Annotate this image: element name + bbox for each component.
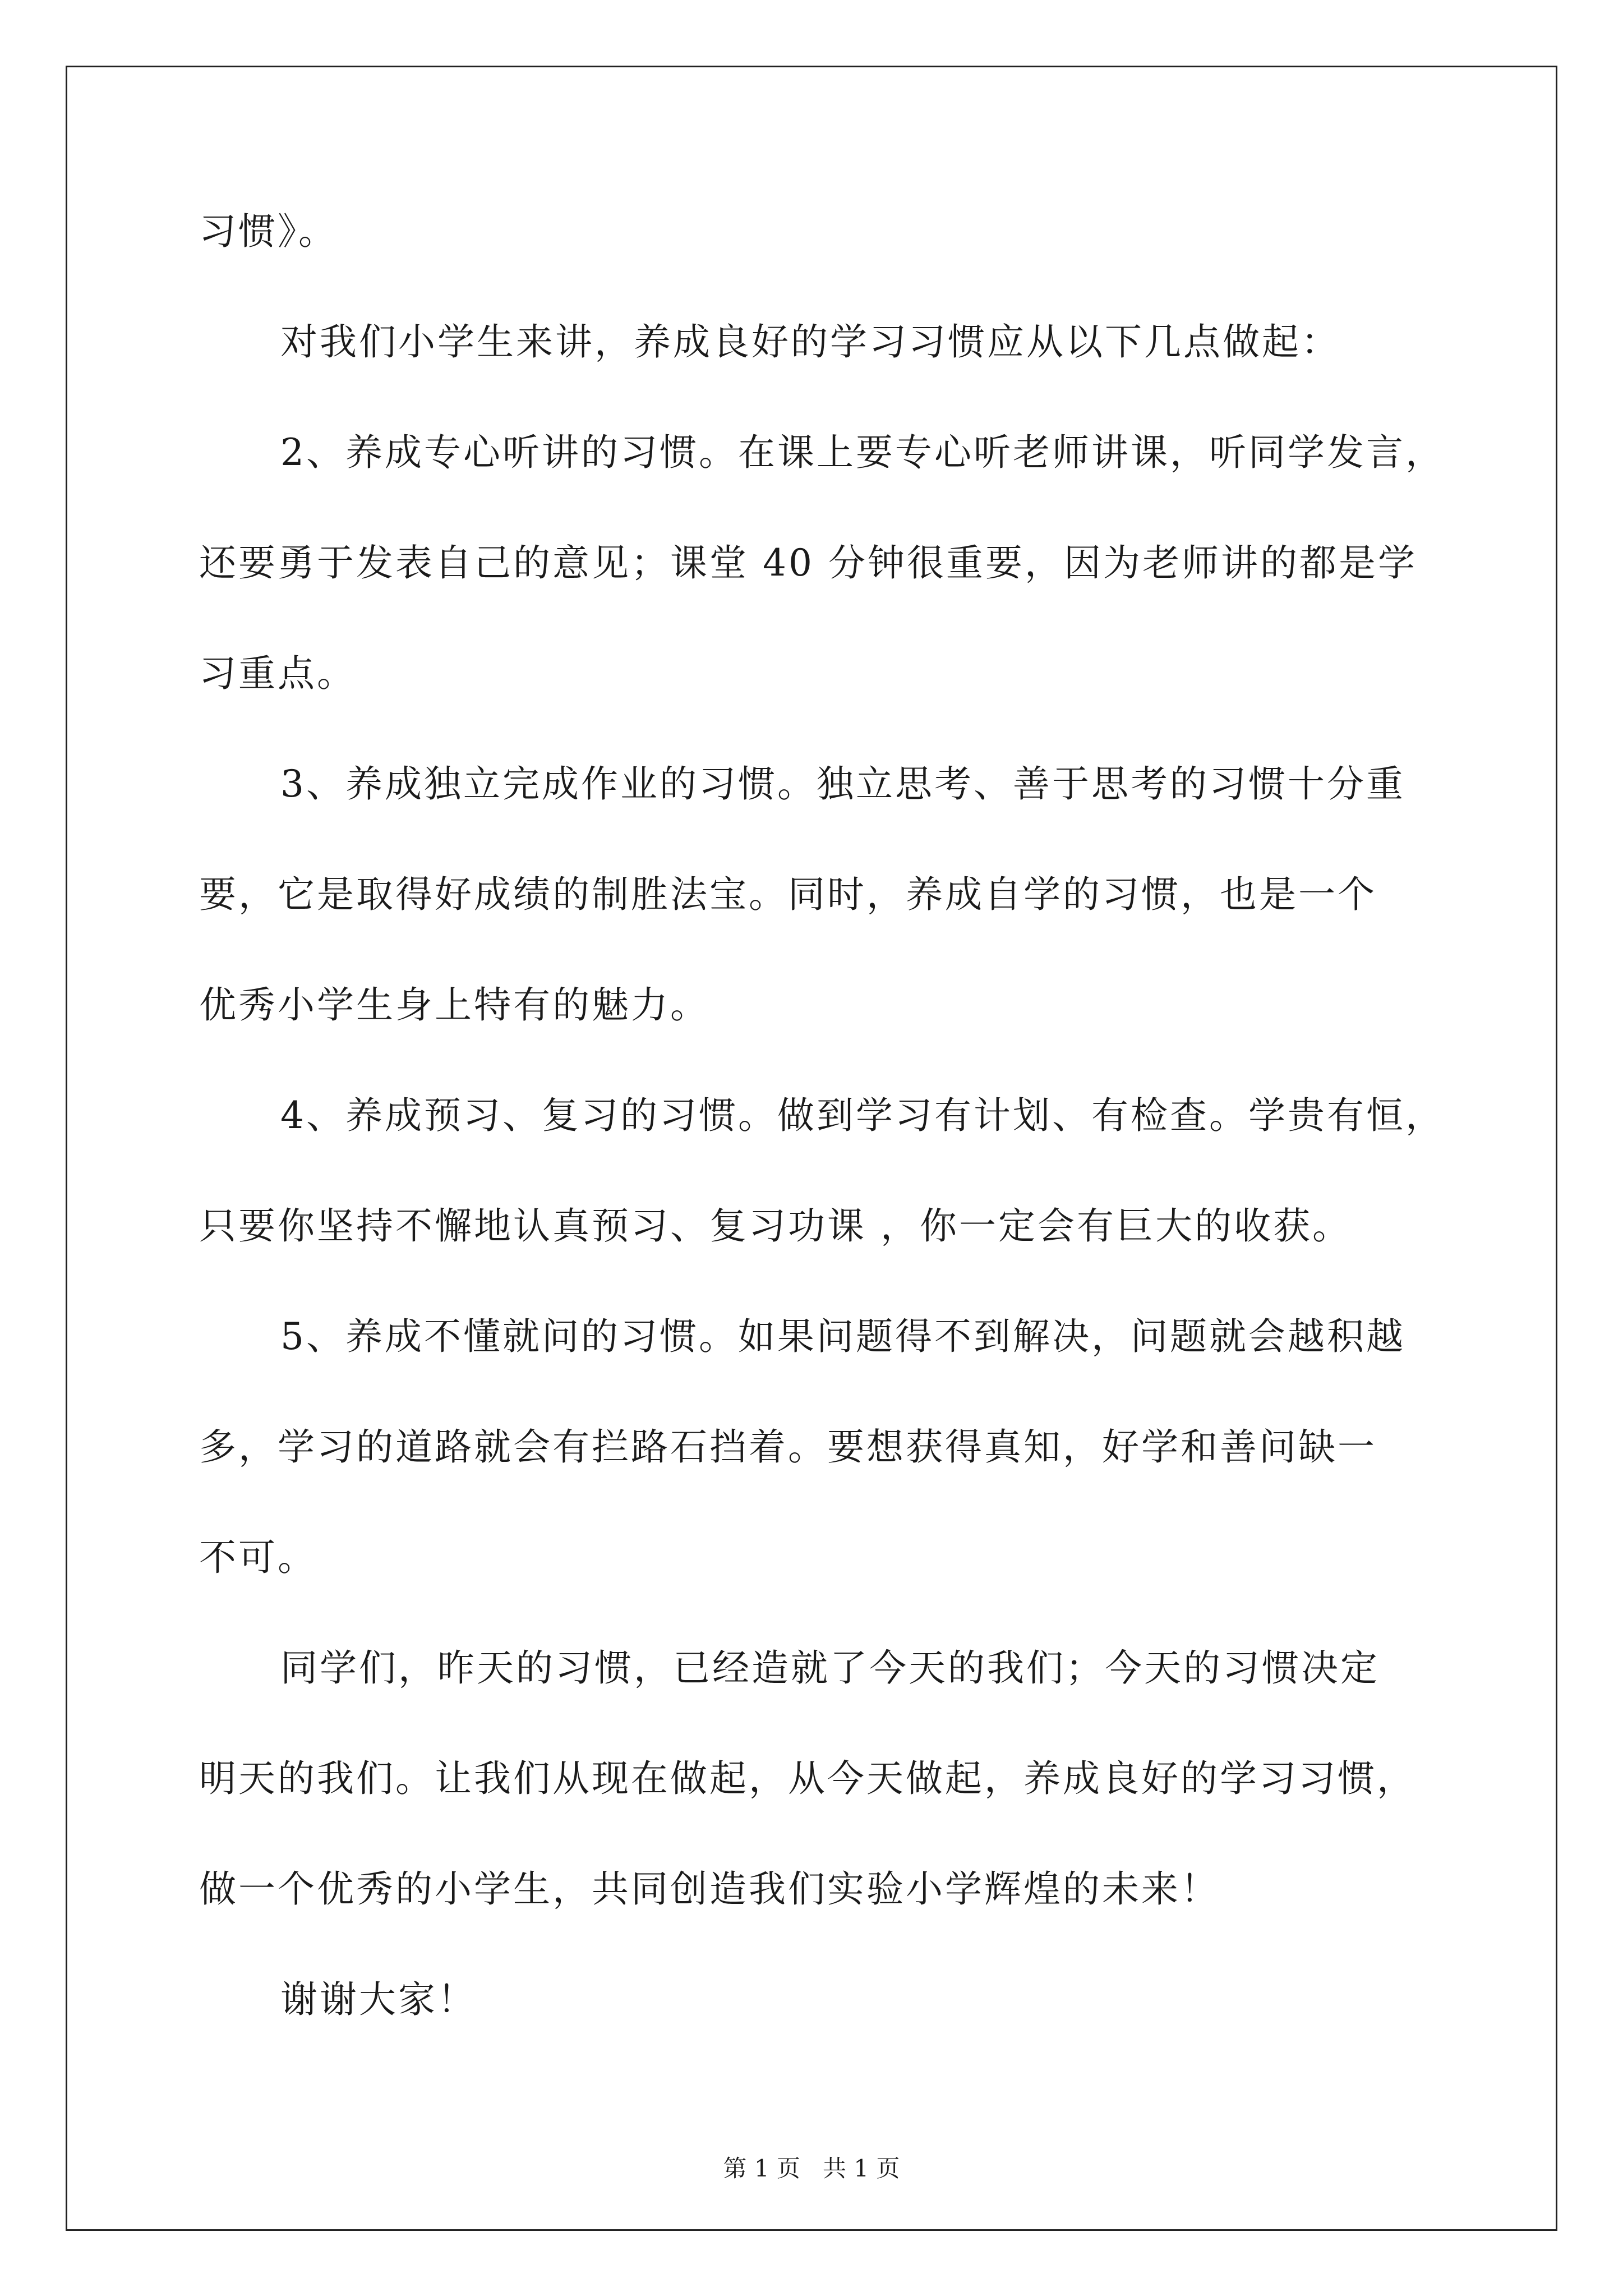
text-line: 谢谢大家！ (280, 1978, 477, 2021)
text-line: 习重点。 (199, 652, 356, 695)
text-line: 还要勇于发表自己的意见；课堂 40 分钟很重要，因为老师讲的都是学 (199, 541, 1417, 585)
text-line: 对我们小学生来讲，养成良好的学习习惯应从以下几点做起： (280, 320, 1340, 364)
text-line: 3、养成独立完成作业的习惯。独立思考、善于思考的习惯十分重 (280, 762, 1405, 806)
text-line: 5、养成不懂就问的习惯。如果问题得不到解决，问题就会越积越 (280, 1315, 1405, 1358)
text-line: 不可。 (199, 1536, 317, 1579)
text-line: 明天的我们。让我们从现在做起，从今天做起，养成良好的学习习惯， (199, 1757, 1416, 1800)
text-line: 多，学习的道路就会有拦路石挡着。要想获得真知，好学和善问缺一 (199, 1425, 1377, 1469)
text-line: 优秀小学生身上特有的魅力。 (199, 983, 709, 1027)
page-indicator: 第 1 页 共 1 页 (723, 2155, 900, 2182)
text-line: 同学们，昨天的习惯，已经造就了今天的我们；今天的习惯决定 (280, 1646, 1380, 1690)
text-line: 习惯》。 (199, 210, 338, 253)
text-line: 4、养成预习、复习的习惯。做到学习有计划、有检查。学贵有恒， (280, 1094, 1445, 1137)
text-line: 做一个优秀的小学生，共同创造我们实验小学辉煌的未来！ (199, 1867, 1220, 1911)
text-line: 要，它是取得好成绩的制胜法宝。同时，养成自学的习惯，也是一个 (199, 873, 1377, 916)
text-line: 2、养成专心听讲的习惯。在课上要专心听老师讲课，听同学发言， (280, 431, 1445, 474)
text-line: 只要你坚持不懈地认真预习、复习功课 ，你一定会有巨大的收获。 (199, 1204, 1352, 1248)
